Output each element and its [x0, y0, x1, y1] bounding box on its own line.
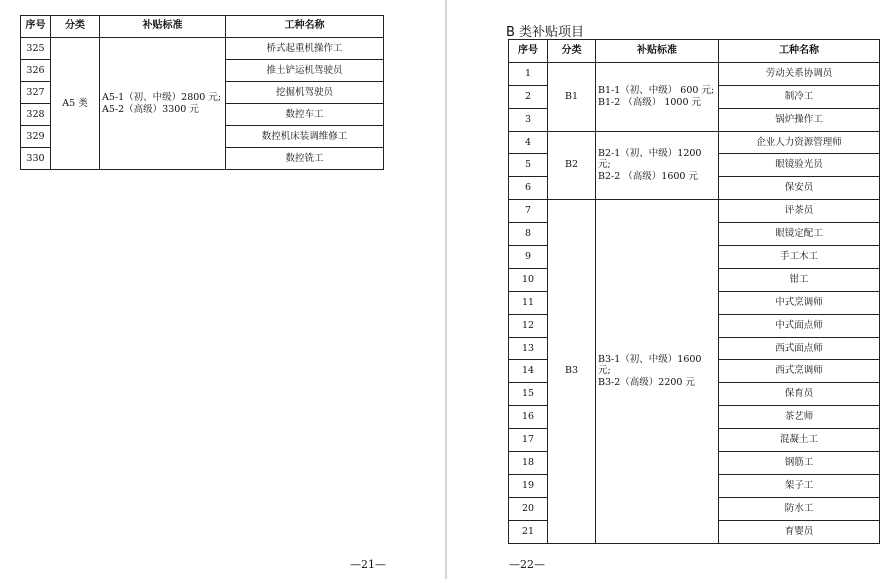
job-name-cell: 架子工 — [719, 474, 880, 497]
serial-number-cell: 14 — [509, 360, 548, 383]
header-category: 分类 — [548, 40, 596, 63]
serial-number-cell: 329 — [21, 126, 51, 148]
job-name-cell: 茶艺师 — [719, 406, 880, 429]
right-page — [447, 0, 891, 579]
header-standard: 补贴标准 — [100, 16, 226, 38]
subsidy-standard-line: B3-2（高级）2200 元 — [598, 377, 695, 389]
serial-number-cell: 4 — [509, 131, 548, 154]
subsidy-standard-line: B2-2 （高级）1600 元 — [598, 171, 698, 183]
serial-number-cell: 19 — [509, 474, 548, 497]
header-category: 分类 — [51, 16, 100, 38]
serial-number-cell: 328 — [21, 104, 51, 126]
job-name-cell: 推土铲运机驾驶员 — [226, 60, 384, 82]
category-cell: B1 — [548, 62, 596, 131]
job-name-cell: 数控机床装调维修工 — [226, 126, 384, 148]
job-name-cell: 中式面点师 — [719, 314, 880, 337]
category-cell: A5 类 — [51, 38, 100, 170]
job-name-cell: 中式烹调师 — [719, 291, 880, 314]
serial-number-cell: 7 — [509, 200, 548, 223]
subsidy-standard-cell — [596, 200, 719, 543]
serial-number-cell: 16 — [509, 406, 548, 429]
category-cell: B3 — [548, 200, 596, 543]
serial-number-cell: 6 — [509, 177, 548, 200]
a5-subsidy-table — [20, 15, 384, 170]
header-serial: 序号 — [21, 16, 51, 38]
job-name-cell: 数控车工 — [226, 104, 384, 126]
serial-number-cell: 327 — [21, 82, 51, 104]
job-name-cell: 桥式起重机操作工 — [226, 38, 384, 60]
subsidy-standard-line: B1-1（初、中级） 600 元; — [598, 84, 715, 96]
job-name-cell: 眼镜定配工 — [719, 223, 880, 246]
table-row — [21, 38, 384, 60]
page-number: —21— — [350, 558, 386, 571]
serial-number-cell: 11 — [509, 291, 548, 314]
serial-number-cell: 326 — [21, 60, 51, 82]
page-number: —22— — [509, 558, 545, 571]
subsidy-standard-line: A5-1（初、中级）2800 元; — [102, 91, 222, 103]
table-body — [21, 38, 384, 170]
job-name-cell: 制冷工 — [719, 85, 880, 108]
subsidy-standard-cell — [596, 62, 719, 131]
table-header-row — [21, 16, 384, 38]
job-name-cell: 钳工 — [719, 268, 880, 291]
subsidy-standard-cell — [100, 38, 226, 170]
job-name-cell: 西式面点师 — [719, 337, 880, 360]
job-name-cell: 数控铣工 — [226, 148, 384, 170]
serial-number-cell: 18 — [509, 452, 548, 475]
job-name-cell: 保育员 — [719, 383, 880, 406]
subsidy-standard-line: B1-2 （高级） 1000 元 — [598, 96, 702, 108]
serial-number-cell: 13 — [509, 337, 548, 360]
job-name-cell: 西式烹调师 — [719, 360, 880, 383]
job-name-cell: 企业人力资源管理师 — [719, 131, 880, 154]
b-subsidy-table — [508, 39, 880, 544]
serial-number-cell: 325 — [21, 38, 51, 60]
section-title: B 类补贴项目 — [506, 25, 585, 40]
header-job-name: 工种名称 — [226, 16, 384, 38]
job-name-cell: 评茶员 — [719, 200, 880, 223]
subsidy-standard-cell — [596, 131, 719, 200]
serial-number-cell: 3 — [509, 108, 548, 131]
job-name-cell: 防水工 — [719, 497, 880, 520]
serial-number-cell: 330 — [21, 148, 51, 170]
job-name-cell: 劳动关系协调员 — [719, 62, 880, 85]
serial-number-cell: 2 — [509, 85, 548, 108]
job-name-cell: 眼镜验光员 — [719, 154, 880, 177]
serial-number-cell: 21 — [509, 520, 548, 543]
header-job-name: 工种名称 — [719, 40, 880, 63]
left-page — [0, 0, 445, 579]
job-name-cell: 手工木工 — [719, 246, 880, 269]
table-row — [509, 62, 880, 85]
table-row — [509, 200, 880, 223]
subsidy-standard-line: A5-2（高级）3300 元 — [102, 103, 199, 115]
category-cell: B2 — [548, 131, 596, 200]
serial-number-cell: 8 — [509, 223, 548, 246]
table-body — [509, 62, 880, 543]
serial-number-cell: 17 — [509, 429, 548, 452]
serial-number-cell: 1 — [509, 62, 548, 85]
serial-number-cell: 15 — [509, 383, 548, 406]
job-name-cell: 钢筋工 — [719, 452, 880, 475]
serial-number-cell: 5 — [509, 154, 548, 177]
subsidy-standard-line: B2-1（初、中级）1200 元; — [598, 147, 702, 171]
header-serial: 序号 — [509, 40, 548, 63]
serial-number-cell: 20 — [509, 497, 548, 520]
serial-number-cell: 12 — [509, 314, 548, 337]
job-name-cell: 混凝土工 — [719, 429, 880, 452]
job-name-cell: 育婴员 — [719, 520, 880, 543]
table-header-row — [509, 40, 880, 63]
serial-number-cell: 10 — [509, 268, 548, 291]
table-row — [509, 131, 880, 154]
serial-number-cell: 9 — [509, 246, 548, 269]
subsidy-standard-line: B3-1（初、中级）1600 元; — [598, 353, 702, 377]
job-name-cell: 保安员 — [719, 177, 880, 200]
job-name-cell: 锅炉操作工 — [719, 108, 880, 131]
header-standard: 补贴标准 — [596, 40, 719, 63]
job-name-cell: 挖掘机驾驶员 — [226, 82, 384, 104]
